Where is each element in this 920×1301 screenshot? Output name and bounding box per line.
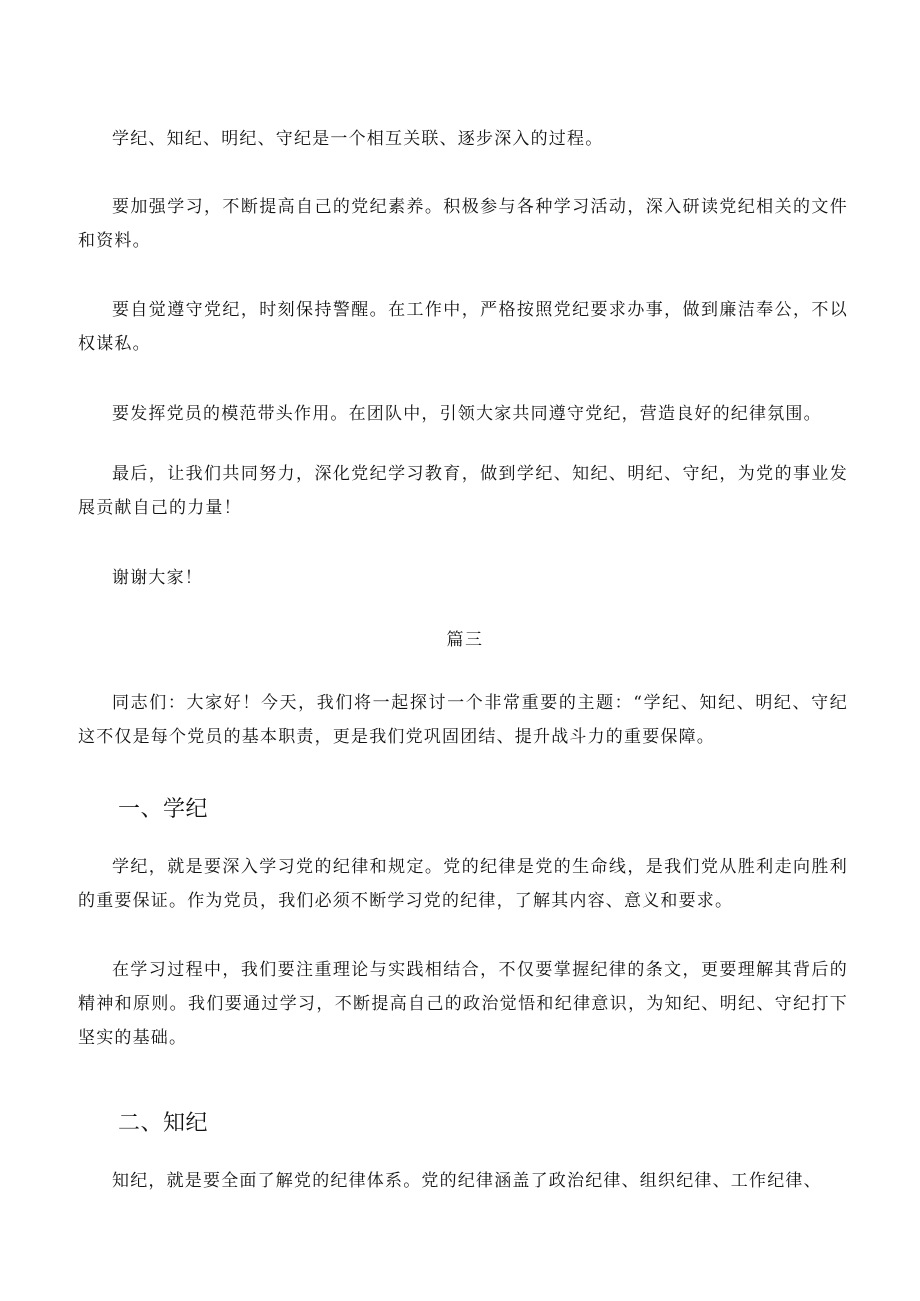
paragraph-thanks: 谢谢大家！ <box>112 568 203 588</box>
paragraph-model: 要发挥党员的模范带头作用。在团队中，引领大家共同遵守党纪，营造良好的纪律氛围。 <box>112 404 822 424</box>
paragraph-intro: 同志们：大家好！今天，我们将一起探讨一个非常重要的主题：“学纪、知纪、明纪、守纪这不仅是每个党员的基本职责，更是我们党巩固团结、提升战斗力的重要保障。 <box>78 693 848 747</box>
paragraph-study: 要加强学习，不断提高自己的党纪素养。积极参与各种学习活动，深入研读党纪相关的文件和资料。 <box>78 197 848 251</box>
paragraph-learn-1: 学纪，就是要深入学习党的纪律和规定。党的纪律是党的生命线，是我们党从胜利走向胜利的重要保证。作为党员，我们必须不断学习党的纪律，了解其内容、意义和要求。 <box>78 857 848 911</box>
paragraph-learn-2: 在学习过程中，我们要注重理论与实践相结合，不仅要掌握纪律的条文，更要理解其背后的精神和原则。我们要通过学习，不断提高自己的政治觉悟和纪律意识，为知纪、明纪、守纪打下坚实的基础。 <box>78 960 848 1048</box>
paragraph-process: 学纪、知纪、明纪、守纪是一个相互关联、逐步深入的过程。 <box>112 129 604 149</box>
paragraph-observe: 要自觉遵守党纪，时刻保持警醒。在工作中，严格按照党纪要求办事，做到廉洁奉公，不以权谋私。 <box>78 300 848 354</box>
paragraph-know-1: 知纪，就是要全面了解党的纪律体系。党的纪律涵盖了政治纪律、组织纪律、工作纪律、 <box>112 1171 822 1191</box>
section-title: 篇三 <box>446 630 484 650</box>
heading-know-discipline: 二、知纪 <box>118 1111 209 1136</box>
paragraph-closing: 最后，让我们共同努力，深化党纪学习教育，做到学纪、知纪、明纪、守纪，为党的事业发展贡献自己的力量！ <box>78 464 848 518</box>
heading-learn-discipline: 一、学纪 <box>118 797 209 822</box>
